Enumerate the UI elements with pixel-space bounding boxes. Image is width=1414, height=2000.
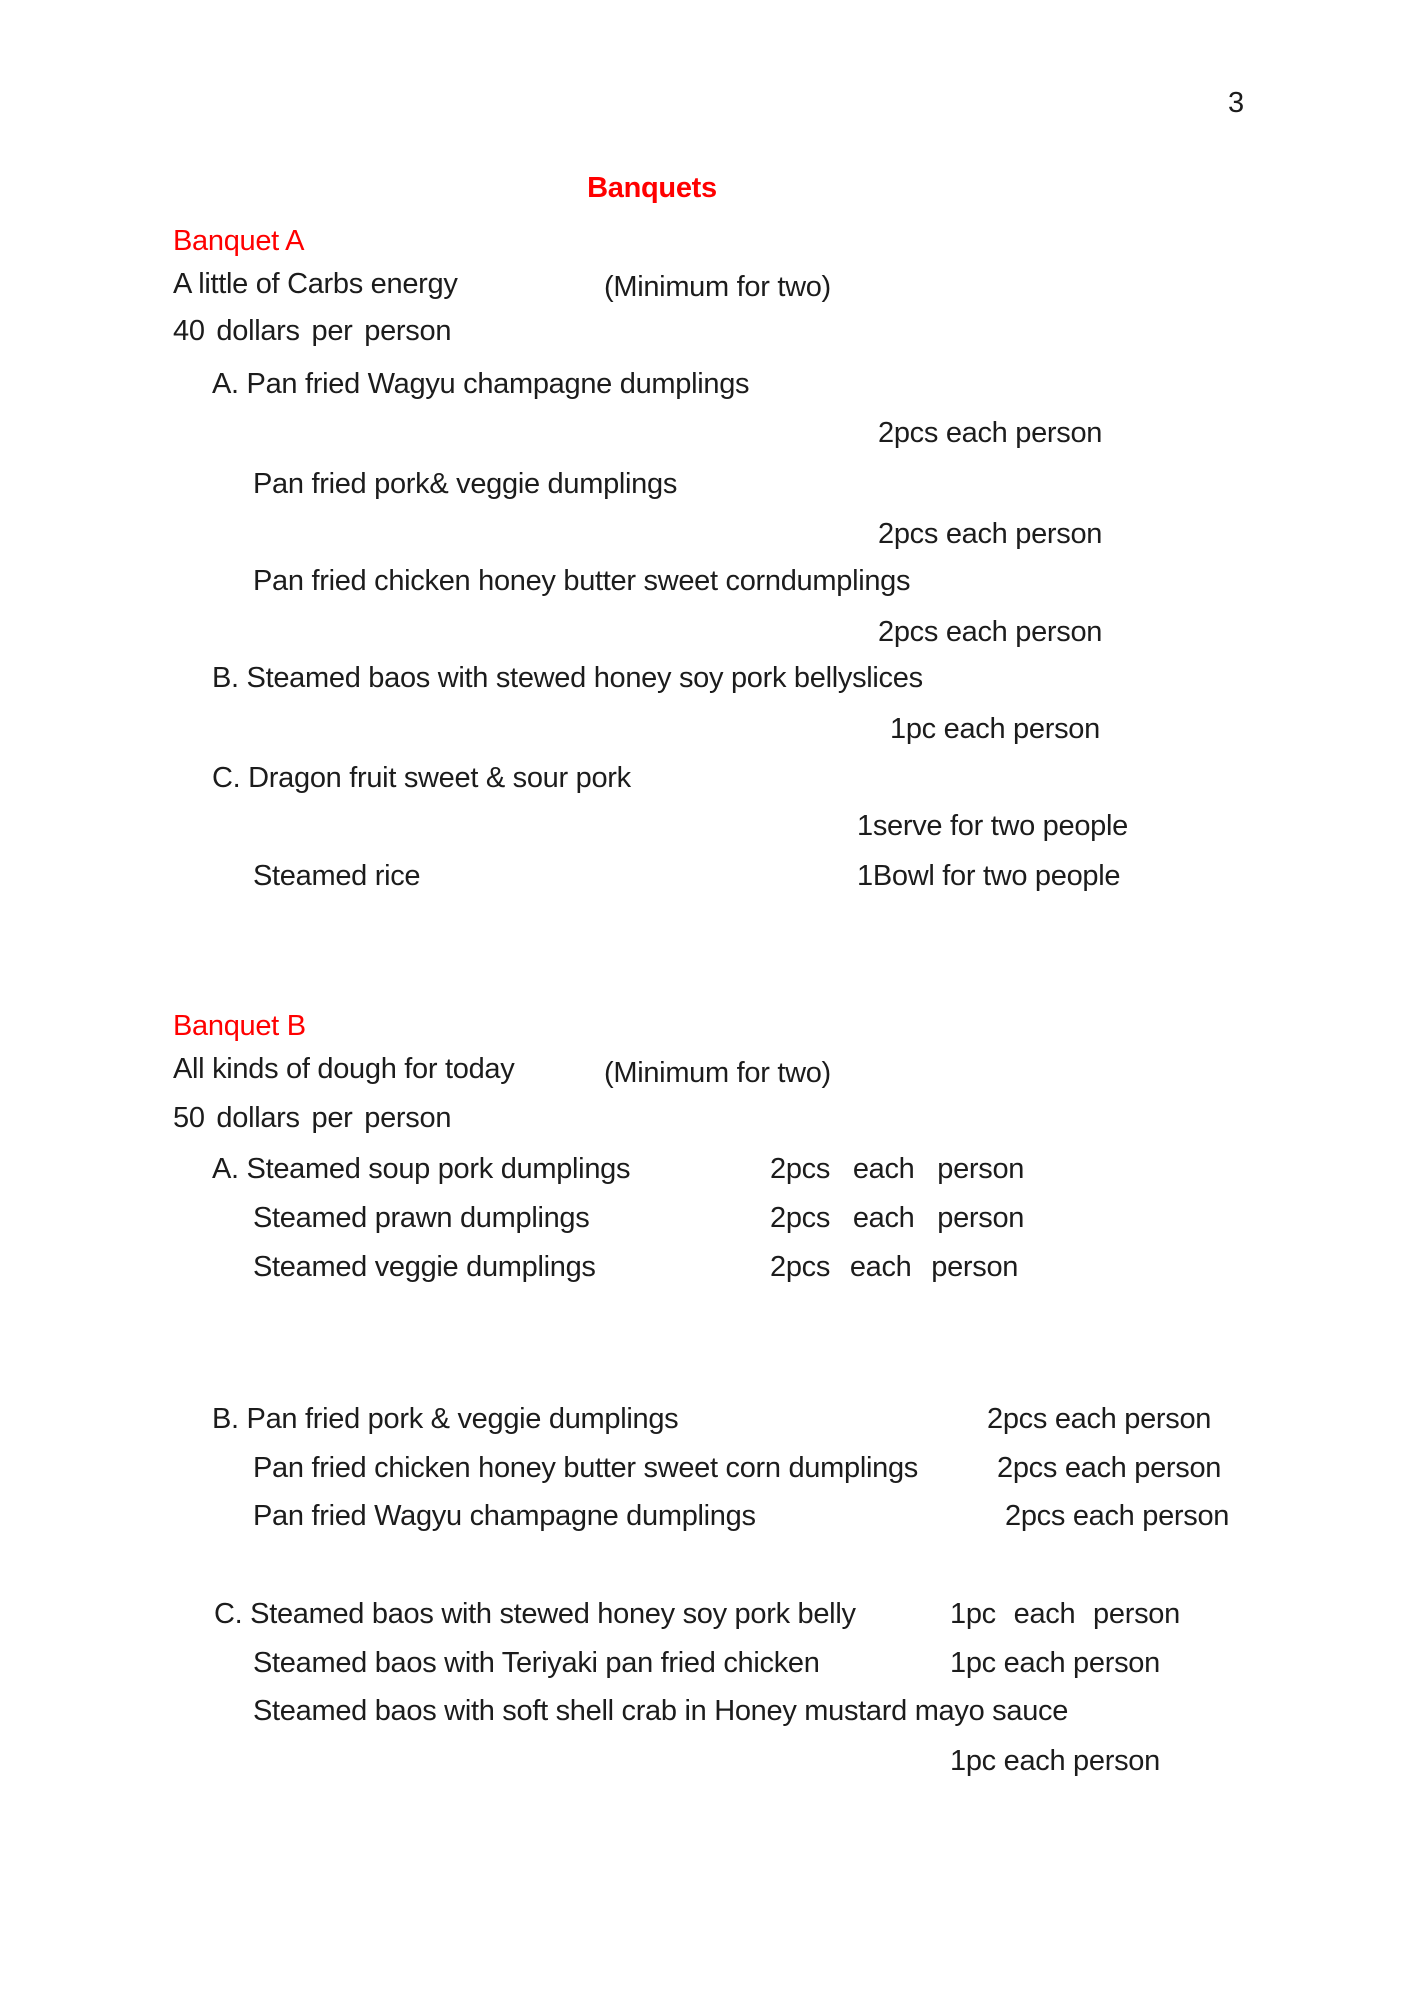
banquet-a-price: 40 dollars per person (173, 315, 452, 347)
dish-name: C. Steamed baos with stewed honey soy pork belly (214, 1598, 856, 1630)
page-title: Banquets (587, 172, 717, 204)
quantity-label: 2pcs each person (987, 1403, 1212, 1435)
quantity-label: 2pcs each person (770, 1202, 1025, 1234)
banquet-a-minimum-note: (Minimum for two) (604, 271, 831, 303)
dish-name: Steamed prawn dumplings (253, 1202, 590, 1234)
dish-name: A. Steamed soup pork dumplings (212, 1153, 631, 1185)
quantity-label: 2pcs each person (1005, 1500, 1230, 1532)
dish-name: Steamed baos with soft shell crab in Honey mustard mayo sauce (253, 1695, 1069, 1727)
banquet-b-price: 50 dollars per person (173, 1102, 452, 1134)
quantity-label: 2pcs each person (770, 1251, 1019, 1283)
dish-name: B. Pan fried pork & veggie dumplings (212, 1403, 679, 1435)
banquet-b-tagline: All kinds of dough for today (173, 1053, 515, 1085)
quantity-label: 1pc each person (950, 1598, 1180, 1630)
quantity-label: 1pc each person (950, 1647, 1160, 1679)
quantity-label: 1pc each person (950, 1745, 1160, 1777)
dish-name: C. Dragon fruit sweet & sour pork (212, 762, 631, 794)
quantity-label: 1Bowl for two people (857, 860, 1121, 892)
banquet-a-tagline: A little of Carbs energy (173, 268, 458, 300)
quantity-label: 2pcs each person (878, 417, 1103, 449)
dish-name: Pan fried Wagyu champagne dumplings (253, 1500, 756, 1532)
page-number: 3 (1228, 87, 1244, 119)
quantity-label: 2pcs each person (770, 1153, 1025, 1185)
banquet-b-minimum-note: (Minimum for two) (604, 1057, 831, 1089)
banquet-b-heading: Banquet B (173, 1010, 306, 1042)
dish-name: Pan fried pork& veggie dumplings (253, 468, 678, 500)
banquet-a-heading: Banquet A (173, 225, 305, 257)
dish-name: Steamed rice (253, 860, 421, 892)
dish-name: Steamed baos with Teriyaki pan fried chicken (253, 1647, 820, 1679)
quantity-label: 1serve for two people (857, 810, 1128, 842)
dish-name: B. Steamed baos with stewed honey soy pork bellyslices (212, 662, 923, 694)
quantity-label: 1pc each person (890, 713, 1100, 745)
dish-name: A. Pan fried Wagyu champagne dumplings (212, 368, 750, 400)
quantity-label: 2pcs each person (878, 518, 1103, 550)
dish-name: Pan fried chicken honey butter sweet corn dumplings (253, 1452, 918, 1484)
dish-name: Steamed veggie dumplings (253, 1251, 596, 1283)
quantity-label: 2pcs each person (997, 1452, 1222, 1484)
quantity-label: 2pcs each person (878, 616, 1103, 648)
dish-name: Pan fried chicken honey butter sweet corndumplings (253, 565, 911, 597)
